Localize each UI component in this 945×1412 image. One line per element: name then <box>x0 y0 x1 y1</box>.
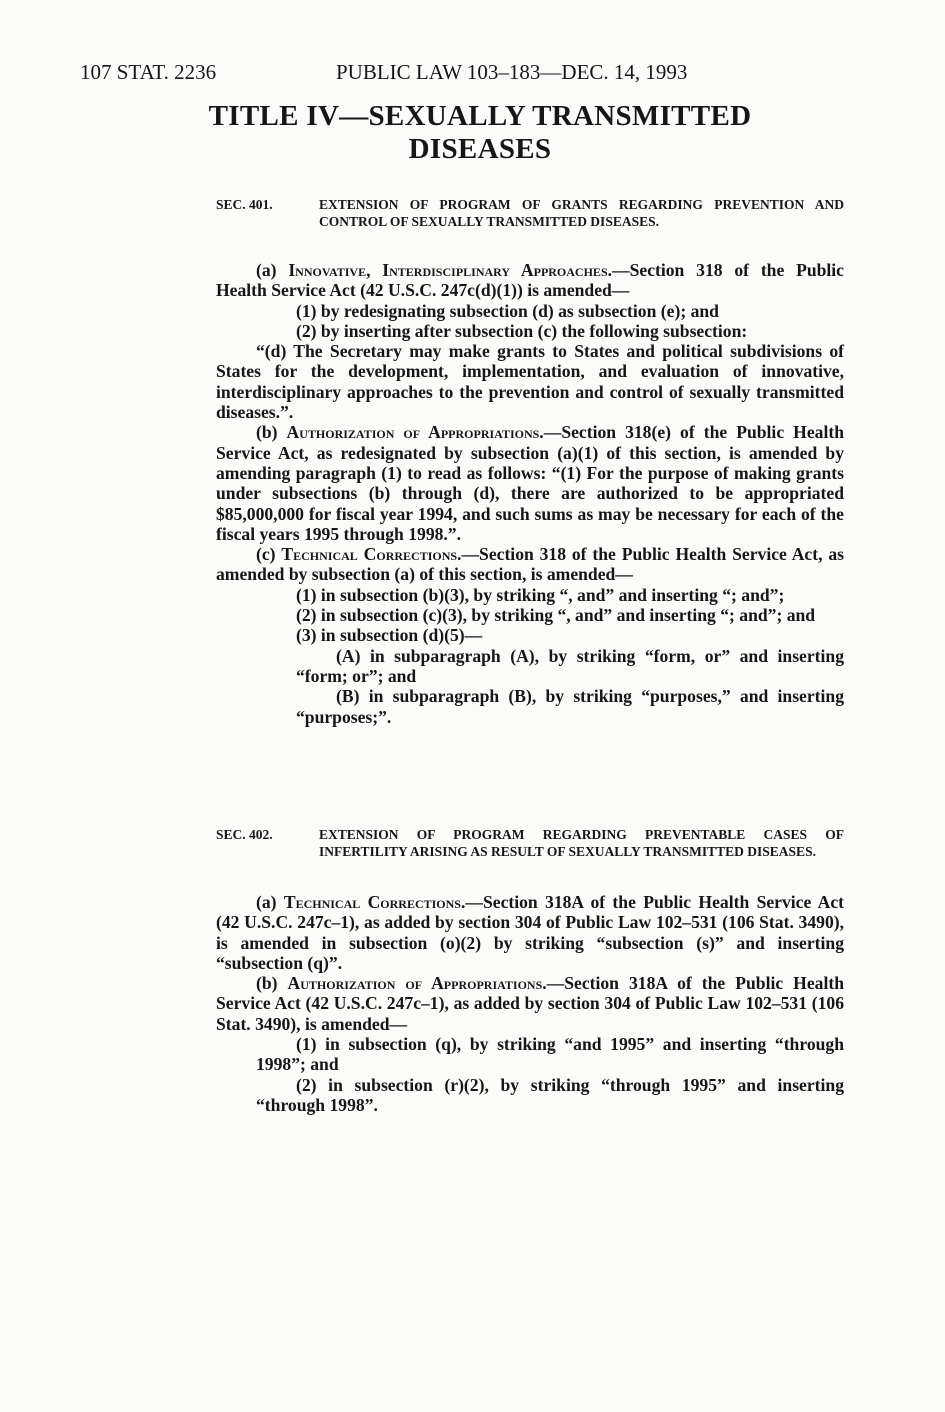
section-402-body <box>216 892 844 1115</box>
paragraph-b2: (2) in subsection (r)(2), by striking “through 1995” and inserting “through 1998”. <box>256 1074 844 1115</box>
subsection-caption: Authorization of Appropriations. <box>287 973 547 994</box>
subsection-caption: Technical Corrections. <box>281 544 462 565</box>
section-title: EXTENSION OF PROGRAM REGARDING PREVENTABLE CASES OF INFERTILITY ARISING AS RESULT OF SEXUALLY TRANSMITTED DISEASES. <box>319 827 844 859</box>
subsection-caption: Technical Corrections. <box>283 892 466 912</box>
section-number: SEC. 402. <box>216 827 273 842</box>
title-line-1: TITLE IV—SEXUALLY TRANSMITTED <box>208 100 752 132</box>
subsection-c: (c) Technical Corrections.—Section 318 of the Public Health Service Act, as amended by subsection (a) of this section, is amended— <box>216 544 844 585</box>
paragraph-c2: (2) in subsection (c)(3), by striking “, and” and inserting “; and”; and <box>296 605 816 626</box>
section-401-heading <box>216 196 844 230</box>
subparagraph-c3A: (A) in subparagraph (A), by striking “form, or” and inserting “form; or”; and <box>296 645 844 686</box>
subsection-caption: Authorization of Appropriations. <box>286 422 544 443</box>
statute-page-number: 107 STAT. 2236 <box>80 60 217 84</box>
title-heading <box>200 100 760 166</box>
public-law-citation: PUBLIC LAW 103–183—DEC. 14, 1993 <box>336 60 688 84</box>
paragraph-c3: (3) in subsection (d)(5)— <box>296 625 483 646</box>
subsection-a: (a) Innovative, Interdisciplinary Approaches.—Section 318 of the Public Health Service Act (42 U.S.C. 247c(d)(1)) is amended— <box>216 260 844 301</box>
page-header <box>80 60 860 90</box>
paragraph-b1: (1) in subsection (q), by striking “and 1995” and inserting “through 1998”; and <box>256 1034 844 1075</box>
paragraph-c1: (1) in subsection (b)(3), by striking “, and” and inserting “; and”; <box>296 584 785 605</box>
inserted-subsection-d: “(d) The Secretary may make grants to States and political subdivisions of States for the development, implementation, and evaluation of innovative, interdisciplinary approaches to the prevention and control of sexually transmitted diseases.”. <box>216 341 844 423</box>
section-401-body <box>216 260 844 727</box>
title-line-2: DISEASES <box>408 133 552 165</box>
paragraph-a2: (2) by inserting after subsection (c) the following subsection: <box>296 320 748 341</box>
subsection-a: (a) Technical Corrections.—Section 318A of the Public Health Service Act (42 U.S.C. 247c–1), as added by section 304 of Public Law 102–531 (106 Stat. 3490), is amended in subsection (o)(2) by striking “subsection (s)” and inserting “subsection (q)”. <box>216 892 844 973</box>
section-title: EXTENSION OF PROGRAM OF GRANTS REGARDING PREVENTION AND CONTROL OF SEXUALLY TRANSMITTED DISEASES. <box>319 197 844 229</box>
subsection-b: (b) Authorization of Appropriations.—Section 318(e) of the Public Health Service Act, as redesignated by subsection (a)(1) of this section, is amended by amending paragraph (1) to read as follows: “(1) For the purpose of making grants under subsections (b) through (d), there are authorized to be appropriated $85,000,000 for fiscal year 1994, and such sums as may be necessary for each of the fiscal years 1995 through 1998.”. <box>216 422 844 544</box>
subparagraph-c3B: (B) in subparagraph (B), by striking “purposes,” and inserting “purposes;”. <box>296 686 844 727</box>
subsection-b: (b) Authorization of Appropriations.—Section 318A of the Public Health Service Act (42 U.S.C. 247c–1), as added by section 304 of Public Law 102–531 (106 Stat. 3490), is amended— <box>216 973 844 1034</box>
section-number: SEC. 401. <box>216 197 273 212</box>
paragraph-a1: (1) by redesignating subsection (d) as subsection (e); and <box>296 300 719 321</box>
section-402-heading <box>216 826 844 860</box>
subsection-caption: Innovative, Interdisciplinary Approaches. <box>288 260 613 280</box>
